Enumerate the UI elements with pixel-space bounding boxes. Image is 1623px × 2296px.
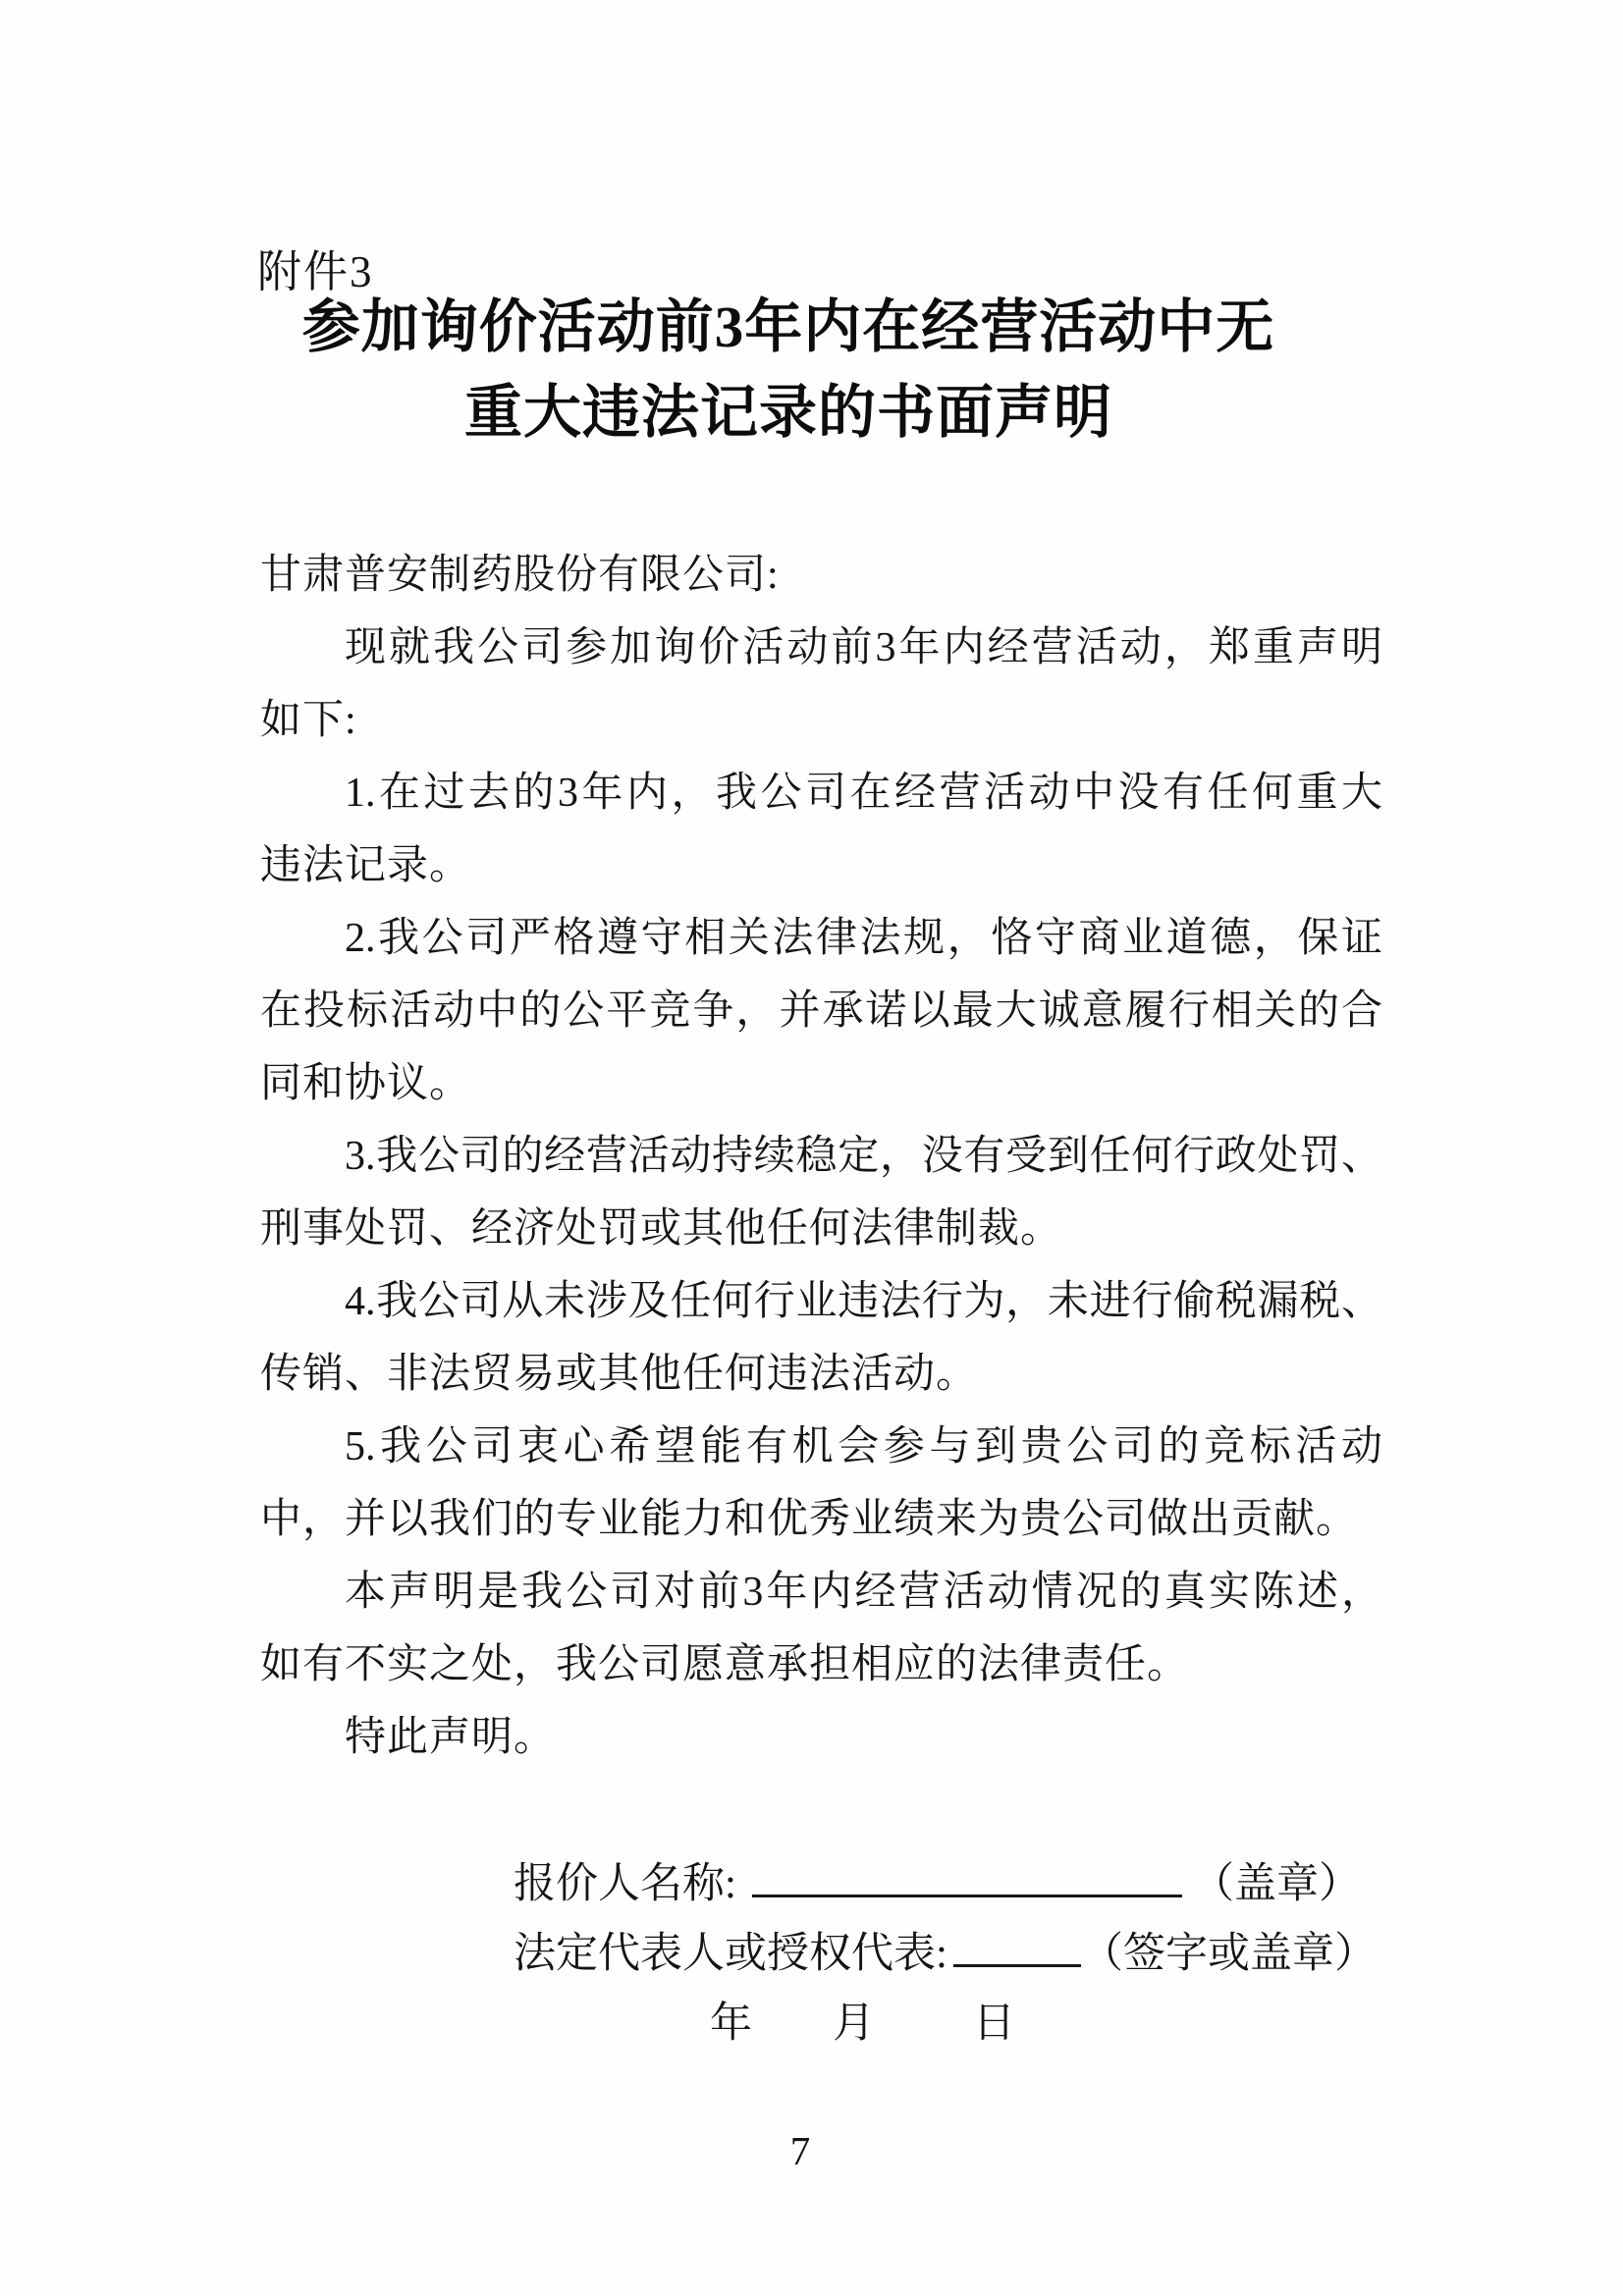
- date-month-label: 月: [833, 2001, 875, 2047]
- body-line: 如有不实之处，我公司愿意承担相应的法律责任。: [260, 1642, 1190, 1687]
- quoter-seal-note: （盖章）: [1191, 1861, 1361, 1907]
- body-line: 5.我公司衷心希望能有机会参与到贵公司的竞标活动: [345, 1424, 1382, 1469]
- quoter-name-label: 报价人名称:: [514, 1861, 736, 1907]
- date-year-label: 年: [710, 2001, 752, 2047]
- document-title-line1: 参加询价活动前3年内在经营活动中无: [301, 294, 1275, 359]
- body-line: 如下:: [260, 698, 357, 743]
- representative-seal-note: （签字或盖章）: [1080, 1931, 1377, 1977]
- date-day-label: 日: [973, 2001, 1015, 2047]
- representative-label: 法定代表人或授权代表:: [514, 1931, 947, 1977]
- signature-block: [514, 1849, 1377, 2058]
- quoter-name-line: [514, 1849, 1377, 1919]
- body-line: 本声明是我公司对前3年内经营活动情况的真实陈述，: [345, 1570, 1382, 1615]
- salutation-line: 甘肃普安制药股份有限公司:: [260, 553, 780, 598]
- body-line: 3.我公司的经营活动持续稳定，没有受到任何行政处罚、: [345, 1134, 1382, 1179]
- quoter-name-blank: [752, 1857, 1182, 1897]
- representative-line: [514, 1919, 1377, 1989]
- body-line: 2.我公司严格遵守相关法律法规，恪守商业道德，保证: [345, 916, 1382, 961]
- body-line: 刑事处罚、经济处罚或其他任何法律制裁。: [260, 1206, 1063, 1252]
- document-title: [0, 285, 1577, 455]
- body-line: 中，并以我们的专业能力和优秀业绩来为贵公司做出贡献。: [260, 1497, 1359, 1542]
- representative-blank: [953, 1927, 1081, 1967]
- body-line: 现就我公司参加询价活动前3年内经营活动，郑重声明: [345, 625, 1382, 670]
- body-line: 特此声明。: [345, 1715, 557, 1760]
- document-body: [260, 539, 1382, 1774]
- body-line: 1.在过去的3年内，我公司在经营活动中没有任何重大: [345, 771, 1382, 816]
- body-line: 违法记录。: [260, 843, 472, 888]
- body-line: 4.我公司从未涉及任何行业违法行为，未进行偷税漏税、: [345, 1279, 1382, 1324]
- body-line: 在投标活动中的公平竞争，并承诺以最大诚意履行相关的合: [260, 988, 1382, 1034]
- body-line: 传销、非法贸易或其他任何违法活动。: [260, 1352, 979, 1397]
- date-line: [514, 1989, 1377, 2058]
- document-title-line2: 重大违法记录的书面声明: [463, 380, 1112, 445]
- attachment-label: 附件3: [257, 247, 374, 296]
- body-line: 同和协议。: [260, 1061, 472, 1106]
- page-number: 7: [789, 2128, 811, 2173]
